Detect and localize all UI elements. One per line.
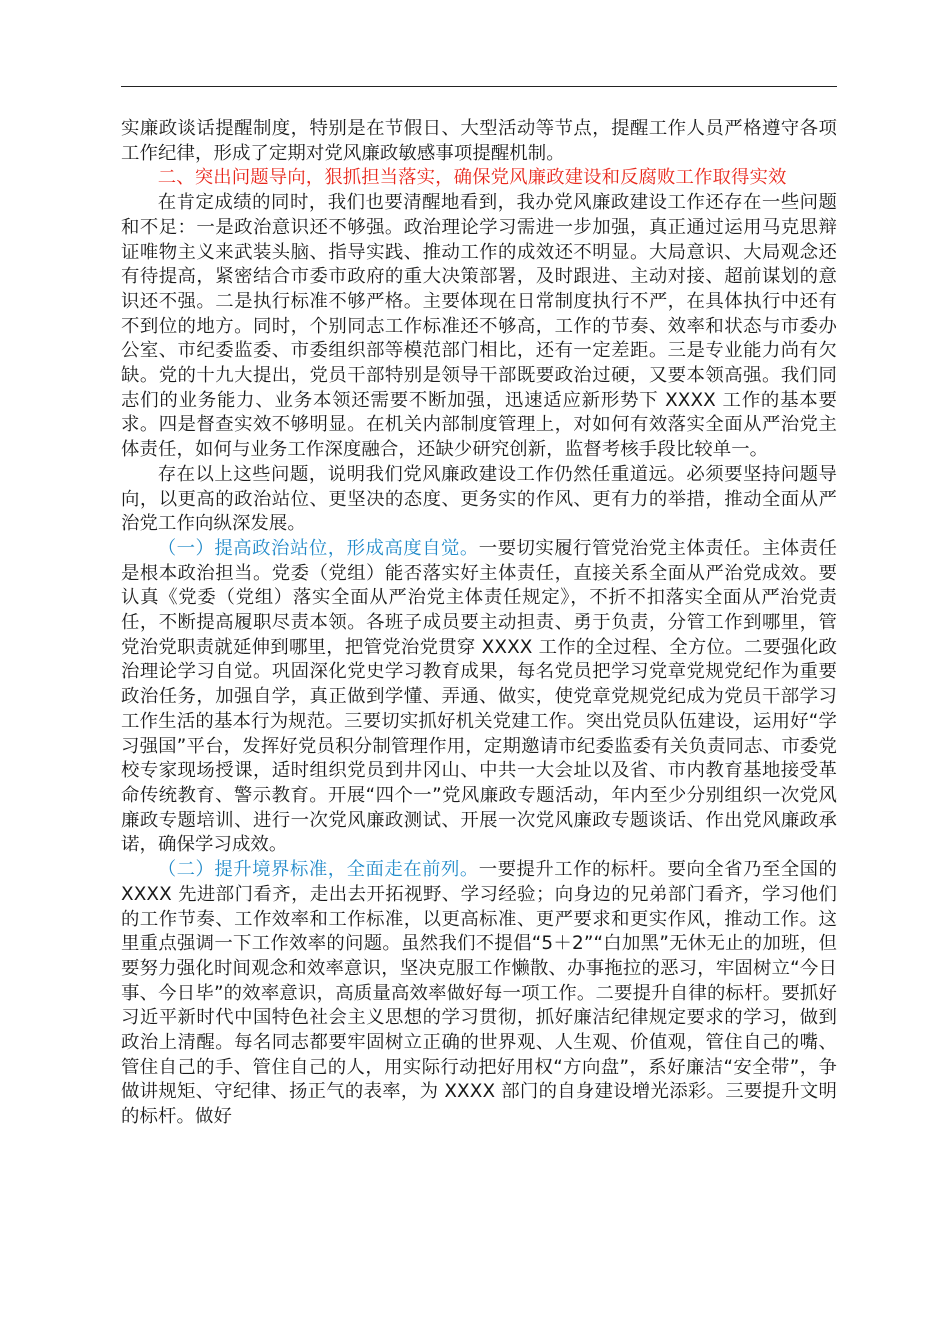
- subsection-heading: （一）提高政治站位，形成高度自觉。: [157, 537, 479, 559]
- paragraph-path: 存在以上这些问题，说明我们党风廉政建设工作仍然任重道远。必须要坚持问题导向，以更高的政治站位、更坚决的态度、更务实的作风、更有力的举措，推动全面从严治党工作向纵深发展。: [121, 463, 837, 535]
- section-heading: 二、突出问题导向，狠抓担当落实，确保党风廉政建设和反腐败工作取得实效: [157, 167, 787, 189]
- paragraph-problems: 在肯定成绩的同时，我们也要清醒地看到，我办党风廉政建设工作还存在一些问题和不足：一是政治意识还不够强。政治理论学习需进一步加强，真正通过运用马克思辩证唯物主义来武装头脑、指导实践、推动工作的成效还不明显。大局意识、大局观念还有待提高，紧密结合市委市政府的重大决策部署，及时跟进、主动对接、超前谋划的意识还不强。二是执行标准不够严格。主要体现在日常制度执行不严，在具体执行中还有不到位的地方。同时，个别同志工作标准还不够高，工作的节奏、效率和状态与市委办公室、市纪委监委、市委组织部等模范部门相比，还有一定差距。三是专业能力尚有欠缺。党的十九大提出，党员干部特别是领导干部既要政治过硬，又要本领高强。我们同志们的业务能力、业务本领还需要不断加强，迅速适应新形势下 XXXX 工作的基本要求。四是督查实效不够明显。在机关内部制度管理上，对如何有效落实全面从严治党主体责任，如何与业务工作深度融合，还缺少研究创新，监督考核手段比较单一。: [121, 192, 837, 461]
- document-body: [121, 117, 837, 1130]
- subsection-heading: （二）提升境界标准，全面走在前列。: [157, 859, 479, 881]
- subsection-body: 一要切实履行管党治党主体责任。主体责任是根本政治担当。党委（党组）能否落实好主体责任，直接关系全面从严治党成效。要认真《党委（党组）落实全面从严治党主体责任规定》，不折不扣落实全面从严治党责任，不断提高履职尽责本领。各班子成员要主动担责、勇于负责，分管工作到哪里，管党治党职责就延伸到哪里，把管党治党贯穿 XXXX 工作的全过程、全方位。二要强化政治理论学习自觉。巩固深化党史学习教育成果，每名党员把学习党章党规党纪作为重要政治任务，加强自学，真正做到学懂、弄通、做实，使党章党规党纪成为党员干部学习工作生活的基本行为规范。三要切实抓好机关党建工作。突出党员队伍建设，运用好“学习强国”平台，发挥好党员积分制管理作用，定期邀请市纪委监委有关负责同志、市委党校专家现场授课，适时组织党员到井冈山、中共一大会址以及省、市内教育基地接受革命传统教育、警示教育。开展“四个一”党风廉政专题活动，年内至少分别组织一次党风廉政专题培训、进行一次党风廉政测试、开展一次党风廉政专题谈话、作出党风廉政承诺，确保学习成效。: [121, 537, 838, 856]
- paragraph-intro: 实廉政谈话提醒制度，特别是在节假日、大型活动等节点，提醒工作人员严格遵守各项工作纪律，形成了定期对党风廉政敏感事项提醒机制。: [121, 118, 837, 164]
- header-rule: [121, 86, 837, 87]
- paragraph-subsection-1: [121, 537, 837, 858]
- paragraph-subsection-2: [121, 858, 837, 1130]
- subsection-body: 一要提升工作的标杆。要向全省乃至全国的 XXXX 先进部门看齐，走出去开拓视野、学习经验；向身边的兄弟部门看齐，学习他们的工作节奏、工作效率和工作标准，以更高标准、更严要求和更实作风，推动工作。这里重点强调一下工作效率的问题。虽然我们不提倡“5＋2”“白加黑”无休无止的加班，但要努力强化时间观念和效率意识，坚决克服工作懒散、办事拖拉的恶习，牢固树立“今日事、今日毕”的效率意识，高质量高效率做好每一项工作。二要提升自律的标杆。要抓好习近平新时代中国特色社会主义思想的学习贯彻，抓好廉洁纪律规定要求的学习，做到政治上清醒。每名同志都要牢固树立正确的世界观、人生观、价值观，管住自己的嘴、管住自己的手、管住自己的人，用实际行动把好用权“方向盘”，系好廉洁“安全带”，争做讲规矩、守纪律、扬正气的表率，为 XXXX 部门的自身建设增光添彩。三要提升文明的标杆。做好: [121, 859, 838, 1128]
